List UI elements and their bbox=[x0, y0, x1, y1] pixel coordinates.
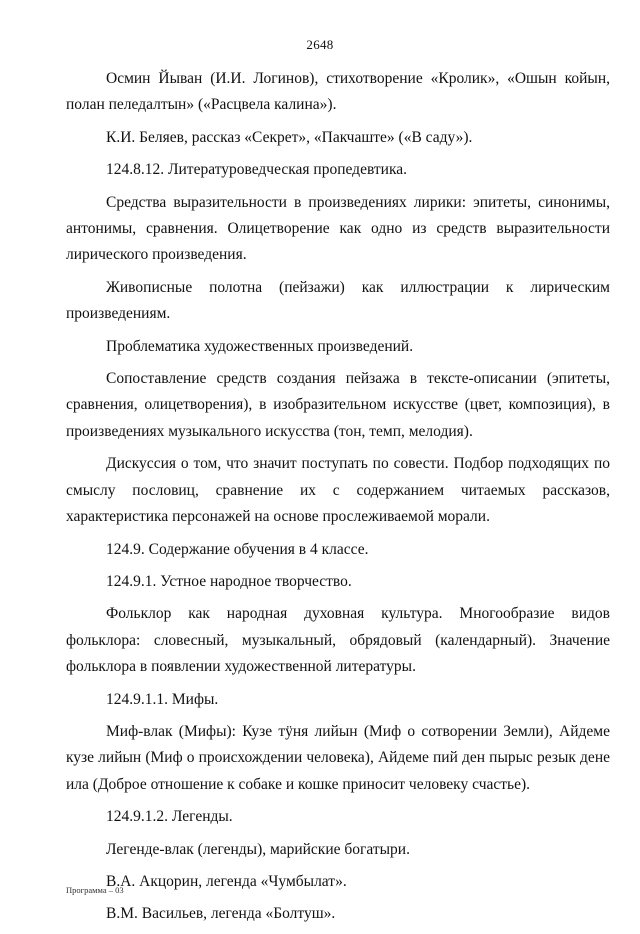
paragraph-discussion: Дискуссия о том, что значит поступать по совести. Подбор подходящих по смыслу пословиц, сравнение их с содержанием читаемых рассказов, характеристика персонажей на основе прослеживаемой морали. bbox=[66, 455, 610, 526]
paragraph-folklore: Фольклор как народная духовная культура. Многообразие видов фольклора: словесный, музыкальный, обрядовый (календарный). Значение фольклора в появлении художественной литературы. bbox=[66, 605, 610, 676]
section-heading-124-9: 124.9. Содержание обучения в 4 классе. bbox=[106, 540, 369, 558]
paragraph-problematics: Проблематика художественных произведений. bbox=[106, 337, 414, 355]
section-heading-124-9-1-1: 124.9.1.1. Мифы. bbox=[106, 690, 219, 708]
document-body bbox=[66, 66, 610, 934]
page-footer: Программа – 03 bbox=[66, 885, 124, 895]
paragraph-aktsorin: В.А. Акцорин, легенда «Чумбылат». bbox=[106, 872, 347, 890]
paragraph-paintings: Живописные полотна (пейзажи) как иллюстрации к лирическим произведениям. bbox=[66, 278, 610, 323]
section-heading-124-9-1: 124.9.1. Устное народное творчество. bbox=[106, 572, 352, 590]
paragraph-vasilyev: В.М. Васильев, легенда «Болтуш». bbox=[106, 905, 336, 923]
page-number: 2648 bbox=[306, 37, 334, 52]
paragraph-means-of-expression: Средства выразительности в произведениях лирики: эпитеты, синонимы, антонимы, сравнения. Олицетворение как одно из средств выразительности лирического произведения. bbox=[66, 193, 610, 264]
paragraph-myths: Миф-влак (Мифы): Кузе тӱня лийын (Миф о сотворении Земли), Айдеме кузе лийын (Миф о происхождении человека), Айдеме пий ден пырыс резык дене ила (Доброе отношение к собаке и кошке приносит человеку счастье). bbox=[66, 722, 610, 793]
paragraph-landscape-comparison: Сопоставление средств создания пейзажа в тексте-описании (эпитеты, сравнения, олицетворения), в изобразительном искусстве (цвет, композиция), в произведениях музыкального искусства (тон, темп, мелодия). bbox=[66, 370, 610, 440]
paragraph-legends: Легенде-влак (легенды), марийские богатыри. bbox=[106, 840, 410, 858]
paragraph-osmin-yyvan: Осмин Йыван (И.И. Логинов), стихотворение «Кролик», «Ошын койын, полан пеледалтын» («Расцвела калина»). bbox=[66, 70, 610, 114]
section-heading-124-8-12: 124.8.12. Литературоведческая пропедевтика. bbox=[106, 161, 408, 179]
section-heading-124-9-1-2: 124.9.1.2. Легенды. bbox=[106, 808, 233, 826]
paragraph-belyaev: К.И. Беляев, рассказ «Секрет», «Пакчаште» («В саду»). bbox=[106, 128, 473, 146]
